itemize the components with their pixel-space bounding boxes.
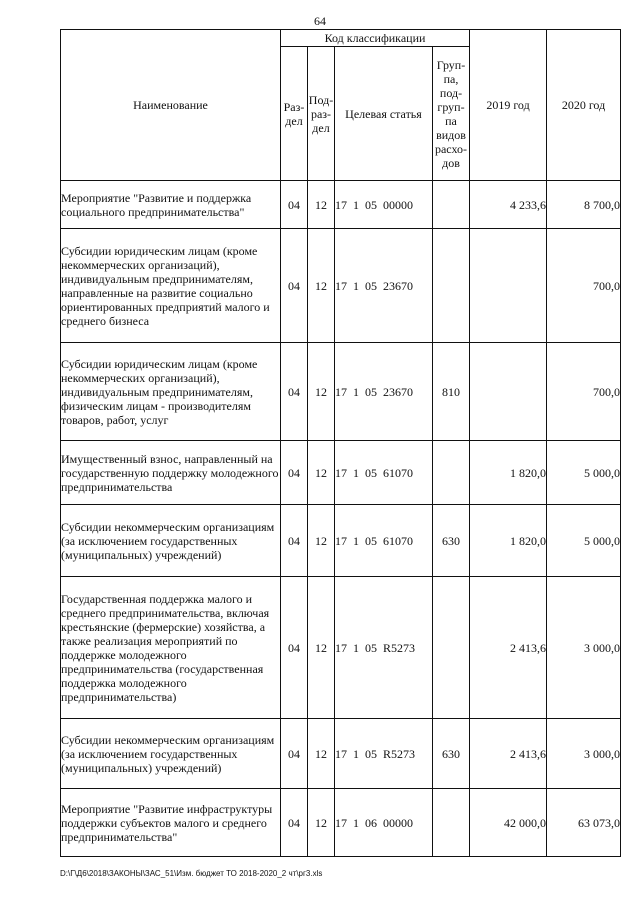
table-row (61, 343, 621, 441)
row-2020: 5 000,0 (547, 505, 621, 577)
row-2019: 42 000,0 (470, 789, 547, 857)
row-target: 17 1 05 00000 (335, 181, 433, 229)
row-group (433, 229, 470, 343)
header-2019: 2019 год (470, 30, 547, 181)
row-target: 17 1 05 23670 (335, 229, 433, 343)
row-subsection: 12 (308, 343, 335, 441)
budget-table (60, 29, 621, 857)
row-subsection: 12 (308, 229, 335, 343)
row-2019: 1 820,0 (470, 505, 547, 577)
row-target: 17 1 05 61070 (335, 505, 433, 577)
row-2020: 700,0 (547, 343, 621, 441)
row-2019 (470, 343, 547, 441)
row-name: Мероприятие "Развитие инфраструктуры поддержки субъектов малого и среднего предпринимательства" (61, 789, 281, 857)
row-target: 17 1 05 23670 (335, 343, 433, 441)
table-row (61, 789, 621, 857)
row-subsection: 12 (308, 577, 335, 719)
file-path-footer: D:\Г\Д6\2018\ЗАКОНЫ\ЗАС_51\Изм. бюджет ТО 2018-2020_2 чт\рг3.xls (60, 869, 323, 878)
row-2020: 3 000,0 (547, 719, 621, 789)
row-group (433, 789, 470, 857)
row-group: 630 (433, 719, 470, 789)
row-name: Субсидии некоммерческим организациям (за исключением государственных (муниципальных) учреждений) (61, 719, 281, 789)
row-name: Субсидии юридическим лицам (кроме некоммерческих организаций), индивидуальным предпринимателям, физическим лицам - производителям товаров, работ, услуг (61, 343, 281, 441)
row-subsection: 12 (308, 789, 335, 857)
row-section: 04 (281, 505, 308, 577)
row-name: Мероприятие "Развитие и поддержка социального предпринимательства" (61, 181, 281, 229)
row-2020: 63 073,0 (547, 789, 621, 857)
row-name: Субсидии юридическим лицам (кроме некоммерческих организаций), индивидуальным предпринимателям, направленные на развитие социально ориентированных предприятий малого и среднего бизнеса (61, 229, 281, 343)
header-row-top (61, 30, 621, 47)
row-target: 17 1 06 00000 (335, 789, 433, 857)
header-classification: Код классификации (281, 30, 470, 47)
table-row (61, 577, 621, 719)
row-subsection: 12 (308, 181, 335, 229)
table-row (61, 505, 621, 577)
row-section: 04 (281, 181, 308, 229)
header-section: Раз- дел (281, 47, 308, 181)
row-2020: 5 000,0 (547, 441, 621, 505)
row-target: 17 1 05 R5273 (335, 719, 433, 789)
row-target: 17 1 05 61070 (335, 441, 433, 505)
row-section: 04 (281, 229, 308, 343)
row-section: 04 (281, 441, 308, 505)
row-section: 04 (281, 719, 308, 789)
row-name: Субсидии некоммерческим организациям (за исключением государственных (муниципальных) учреждений) (61, 505, 281, 577)
row-section: 04 (281, 577, 308, 719)
row-group: 630 (433, 505, 470, 577)
row-subsection: 12 (308, 505, 335, 577)
row-group: 810 (433, 343, 470, 441)
row-group (433, 181, 470, 229)
header-subsection: Под- раз- дел (308, 47, 335, 181)
row-2019: 4 233,6 (470, 181, 547, 229)
row-subsection: 12 (308, 719, 335, 789)
page-number: 64 (314, 14, 326, 28)
table-row (61, 229, 621, 343)
table-row (61, 181, 621, 229)
row-group (433, 441, 470, 505)
row-section: 04 (281, 789, 308, 857)
table-row (61, 441, 621, 505)
row-2019: 2 413,6 (470, 577, 547, 719)
header-2020: 2020 год (547, 30, 621, 181)
header-name: Наименование (61, 30, 281, 181)
row-target: 17 1 05 R5273 (335, 577, 433, 719)
header-group: Груп- па, под- груп- па видов расхо- дов (433, 47, 470, 181)
row-name: Имущественный взнос, направленный на государственную поддержку молодежного предпринимательства (61, 441, 281, 505)
row-name: Государственная поддержка малого и среднего предпринимательства, включая крестьянские (фермерские) хозяйства, а также реализация мероприятий по поддержке молодежного предпринимательства (государственная поддержка молодежного предпринимательства) (61, 577, 281, 719)
header-target: Целевая статья (335, 47, 433, 181)
row-subsection: 12 (308, 441, 335, 505)
row-2020: 3 000,0 (547, 577, 621, 719)
row-2019: 1 820,0 (470, 441, 547, 505)
row-2019: 2 413,6 (470, 719, 547, 789)
row-2020: 8 700,0 (547, 181, 621, 229)
row-2019 (470, 229, 547, 343)
row-group (433, 577, 470, 719)
table-row (61, 719, 621, 789)
row-2020: 700,0 (547, 229, 621, 343)
row-section: 04 (281, 343, 308, 441)
